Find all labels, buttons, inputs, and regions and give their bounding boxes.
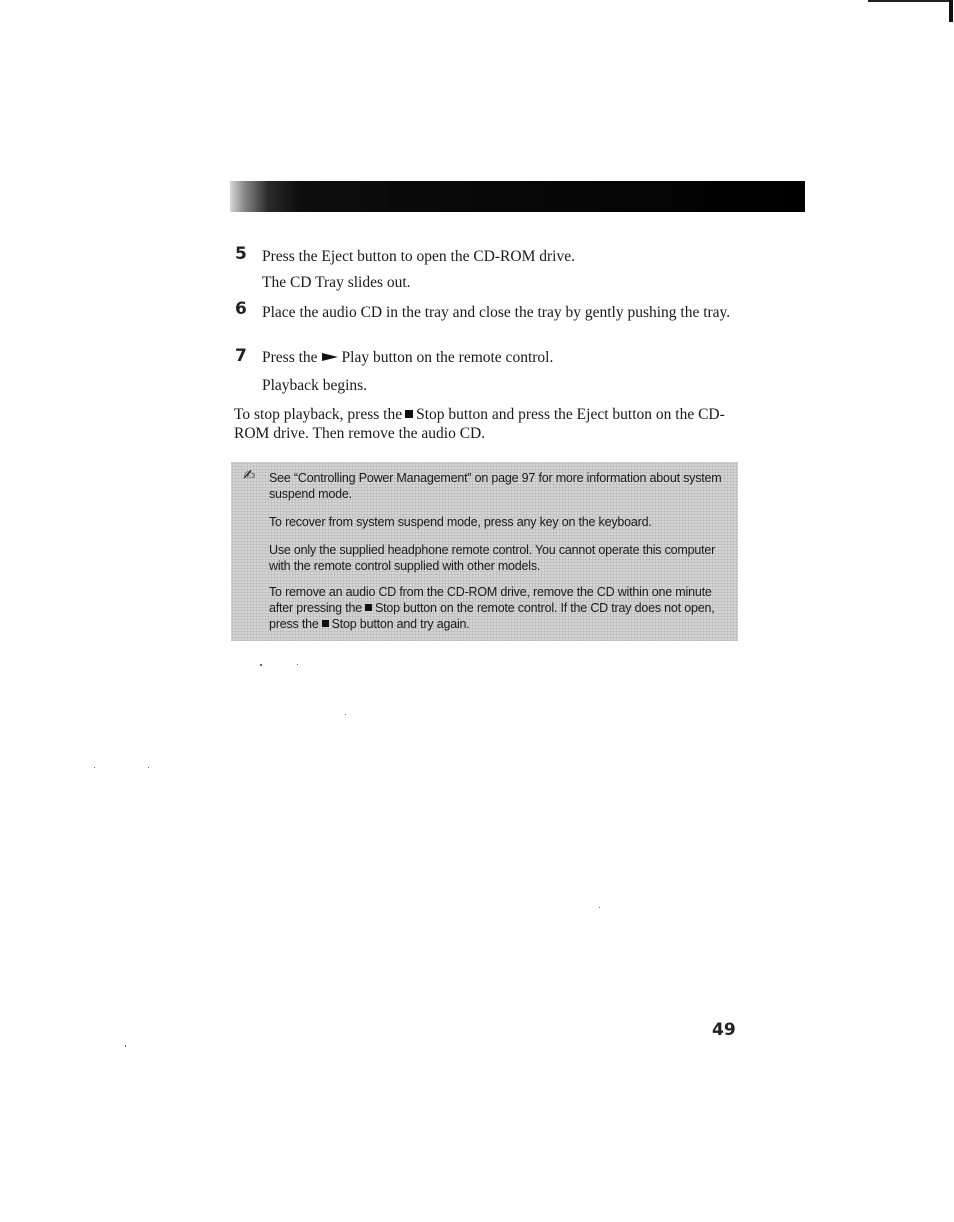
note-text-part1: To remove an audio CD from the CD-ROM drive, remove the CD within one minute after pressing the <box>269 585 712 615</box>
note-box <box>231 462 738 641</box>
note-item <box>269 584 731 632</box>
step-text: Place the audio CD in the tray and close the tray by gently pushing the tray. <box>262 304 731 321</box>
scan-speck <box>599 907 600 908</box>
note-pencil-icon: ✍ <box>243 466 256 484</box>
stop-icon <box>365 604 372 611</box>
paragraph-after: Stop button and press the Eject button on the CD-ROM drive. Then remove the audio CD. <box>234 406 725 442</box>
paragraph-before: To stop playback, press the <box>234 406 403 423</box>
step-text-after: Play button on the remote control. <box>341 349 554 366</box>
scan-speck <box>125 1045 126 1047</box>
crop-mark-horizontal <box>868 0 952 2</box>
step-text-before: Press the <box>262 349 318 366</box>
step-number: 7 <box>235 346 247 366</box>
scan-speck <box>297 664 298 665</box>
scan-speck <box>148 767 149 768</box>
step-text: Press the Eject button to open the CD-ROM drive. <box>262 248 575 265</box>
step-result: The CD Tray slides out. <box>262 274 411 291</box>
note-item: Use only the supplied headphone remote control. You cannot operate this computer with the remote control supplied with other models. <box>269 543 716 573</box>
note-item: To recover from system suspend mode, press any key on the keyboard. <box>269 515 652 529</box>
crop-mark-vertical <box>949 0 953 22</box>
step-number: 6 <box>235 299 247 319</box>
scan-speck <box>260 664 262 666</box>
stop-icon <box>322 620 329 627</box>
note-text-part3: Stop button and try again. <box>331 617 470 631</box>
section-header-bar <box>230 181 805 212</box>
step-number: 5 <box>235 244 247 264</box>
step-text <box>262 348 732 367</box>
scan-speck <box>345 714 346 715</box>
step-result: Playback begins. <box>262 377 368 394</box>
scan-speck <box>94 767 95 768</box>
page-number: 49 <box>712 1020 736 1040</box>
stop-playback-paragraph <box>234 405 734 443</box>
note-text-part2: Stop button on the remote control. If the CD tray does not open, press the <box>269 601 715 631</box>
note-item: See “Controlling Power Management” on page 97 for more information about system suspend mode. <box>269 471 722 501</box>
play-icon <box>322 353 338 361</box>
stop-icon <box>405 410 413 418</box>
